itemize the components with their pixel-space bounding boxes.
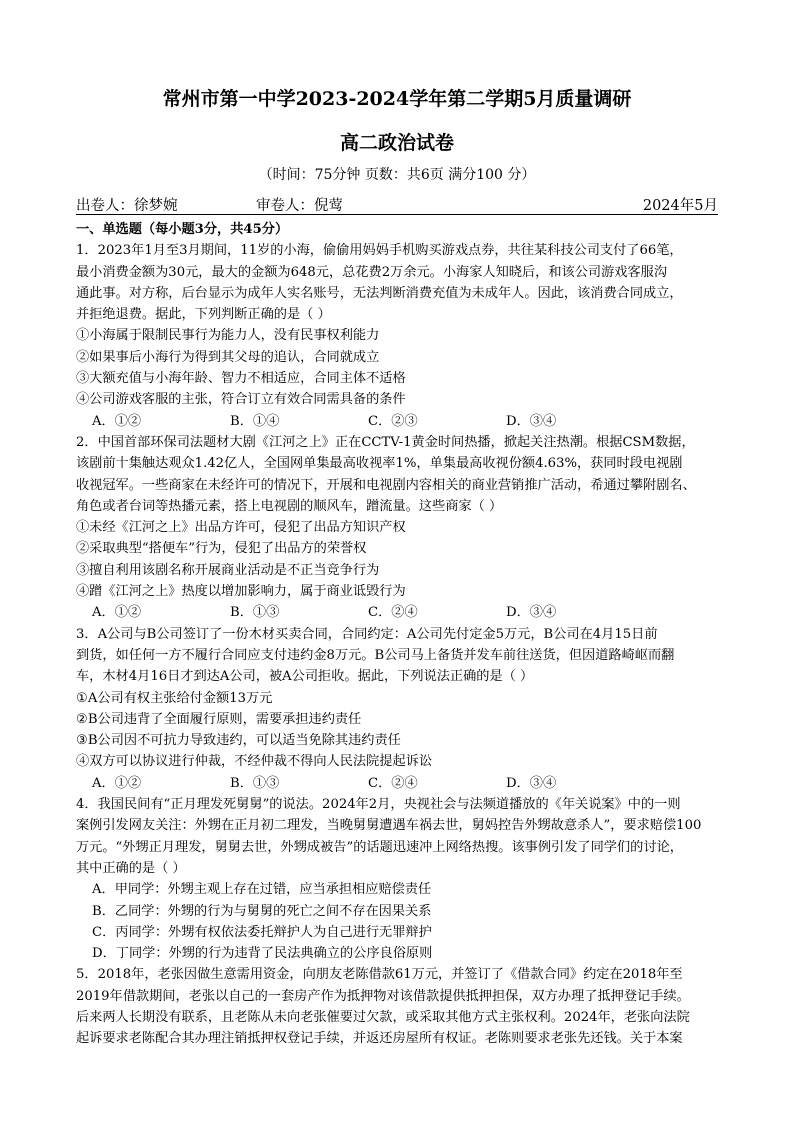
question-text: 案例引发网友关注：外甥在正月初二理发，当晚舅舅遭遇车祸去世，舅妈控告外甥故意杀人”，要求赔偿100 xyxy=(76,818,702,834)
option-b: B．①③ xyxy=(230,605,280,621)
exam-date: 2024年5月 xyxy=(642,198,718,214)
choice-b: B．乙同学：外甥的行为与舅舅的死亡之间不存在因果关系 xyxy=(92,903,432,919)
option-a: A．①② xyxy=(92,413,142,429)
option-d: D．③④ xyxy=(506,605,557,621)
question-text: 1．2023年1月至3月期间，11岁的小海，偷偷用妈妈手机购买游戏点券，共往某科技公司支付了66笔， xyxy=(76,243,683,259)
option-b: B．①③ xyxy=(230,775,280,791)
option-c: C．②③ xyxy=(368,413,418,429)
statement-item: ③B公司因不可抗力导致违约，可以适当免除其违约责任 xyxy=(76,733,401,749)
question-text: 并拒绝退费。据此，下列判断正确的是（ ） xyxy=(76,307,331,323)
question-text: 其中正确的是（ ） xyxy=(76,860,186,876)
statement-item: ①A公司有权主张给付金额13万元 xyxy=(76,690,273,706)
question-text: 收视冠军。一些商家在未经许可的情况下，开展和电视剧内容相关的商业营销推广活动，希通过攀附剧名、 xyxy=(76,477,696,493)
question-text: 后来两人长期没有联系，且老陈从未向老张催要过欠款，或采取其他方式主张权利。2024年，老张向法院 xyxy=(76,1009,690,1025)
option-a: A．①② xyxy=(92,775,142,791)
statement-item: ②B公司违背了全面履行原则，需要承担违约责任 xyxy=(76,711,362,727)
statement-item: ②采取典型“搭便车”行为，侵犯了出品方的荣誉权 xyxy=(76,541,367,557)
reviewer: 审卷人：倪莺 xyxy=(256,198,343,214)
statement-item: ④蹭《江河之上》热度以增加影响力，属于商业诋毁行为 xyxy=(76,584,406,600)
choice-d: D．丁同学：外甥的行为违背了民法典确立的公序良俗原则 xyxy=(92,946,433,962)
statement-item: ①未经《江河之上》出品方许可，侵犯了出品方知识产权 xyxy=(76,520,406,536)
question-text: 起诉要求老陈配合其办理注销抵押权登记手续，并返还房屋所有权证。老陈则要求老张先还钱。关于本案 xyxy=(76,1031,683,1047)
question-text: 2．中国首部环保司法题材大剧《江河之上》正在CCTV-1黄金时间热播，掀起关注热潮。根据CSM数据， xyxy=(76,434,695,450)
question-content xyxy=(76,219,726,1050)
answer-options xyxy=(76,411,726,432)
question-2 xyxy=(76,432,726,624)
answer-options xyxy=(76,602,726,623)
question-5 xyxy=(76,964,726,1049)
question-3 xyxy=(76,624,726,794)
statement-item: ①小海属于限制民事行为能力人，没有民事权利能力 xyxy=(76,328,380,344)
statement-item: ④公司游戏客服的主张，符合订立有效合同需具备的条件 xyxy=(76,392,406,408)
question-text: 到货，如任何一方不履行合同应支付违约金8万元。B公司马上备货并发车前往送货，但因道路崎岖而翻 xyxy=(76,647,675,663)
option-a: A．①② xyxy=(92,605,142,621)
statement-item: ②如果事后小海行为得到其父母的追认，合同就成立 xyxy=(76,349,380,365)
question-text: 万元。“外甥正月理发，舅舅去世，外甥成被告”的话题迅速冲上网络热搜。该事例引发了同学们的讨论， xyxy=(76,839,683,855)
answer-options xyxy=(76,773,726,794)
author: 出卷人：徐梦婉 xyxy=(76,198,178,214)
statement-item: ④双方可以协议进行仲裁，不经仲裁不得向人民法院提起诉讼 xyxy=(76,754,433,770)
option-d: D．③④ xyxy=(506,775,557,791)
question-text: 2019年借款期间，老张以自己的一套房产作为抵押物对该借款提供抵押担保，双方办理了抵押登记手续。 xyxy=(76,988,690,1004)
author-line xyxy=(76,194,718,215)
section-title: 一、单选题（每小题3分，共45分） xyxy=(76,222,289,237)
option-d: D．③④ xyxy=(506,413,557,429)
question-text: 最小消费金额为30元，最大的金额为648元，总花费2万余元。小海家人知晓后，和该公司游戏客服沟 xyxy=(76,264,668,280)
exam-title: 常州市第一中学2023-2024学年第二学期5月质量调研 xyxy=(162,88,632,110)
question-text: 4．我国民间有“正月理发死舅舅”的说法。2024年2月，央视社会与法频道播放的《年关说案》中的一则 xyxy=(76,797,681,813)
option-b: B．①④ xyxy=(230,413,280,429)
option-c: C．②④ xyxy=(368,775,418,791)
exam-subtitle: 高二政治试卷 xyxy=(339,132,454,154)
question-1 xyxy=(76,240,726,432)
choice-a: A．甲同学：外甥主观上存在过错，应当承担相应赔偿责任 xyxy=(92,882,432,898)
exam-meta: （时间：75分钟 页数：共6页 满分100 分） xyxy=(258,167,536,183)
option-c: C．②④ xyxy=(368,605,418,621)
statement-item: ③大额充值与小海年龄、智力不相适应，合同主体不适格 xyxy=(76,371,406,387)
question-text: 通此事。对方称，后台显示为成年人实名账号，无法判断消费充值为未成年人。因此，该消费合同成立， xyxy=(76,285,683,301)
question-4 xyxy=(76,794,726,964)
question-text: 该剧前十集触达观众1.42亿人，全国网单集最高收视率1%，单集最高收视份额4.63%，获同时段电视剧 xyxy=(76,456,683,472)
question-text: 车，木材4月16日才到达A公司，被A公司拒收。据此，下列说法正确的是（ ） xyxy=(76,669,534,685)
statement-item: ③擅自利用该剧名称开展商业活动是不正当竞争行为 xyxy=(76,562,380,578)
question-text: 角色或者台词等热播元素，搭上电视剧的顺风车，蹭流量。这些商家（ ） xyxy=(76,498,503,514)
question-text: 3．A公司与B公司签订了一份木材买卖合同，合同约定：A公司先付定金5万元，B公司在4月15日前 xyxy=(76,626,658,642)
question-text: 5．2018年，老张因做生意需用资金，向朋友老陈借款61万元，并签订了《借款合同》约定在2018年至 xyxy=(76,967,683,983)
choice-c: C．丙同学：外甥有权依法委托辩护人为自己进行无罪辩护 xyxy=(92,924,432,940)
